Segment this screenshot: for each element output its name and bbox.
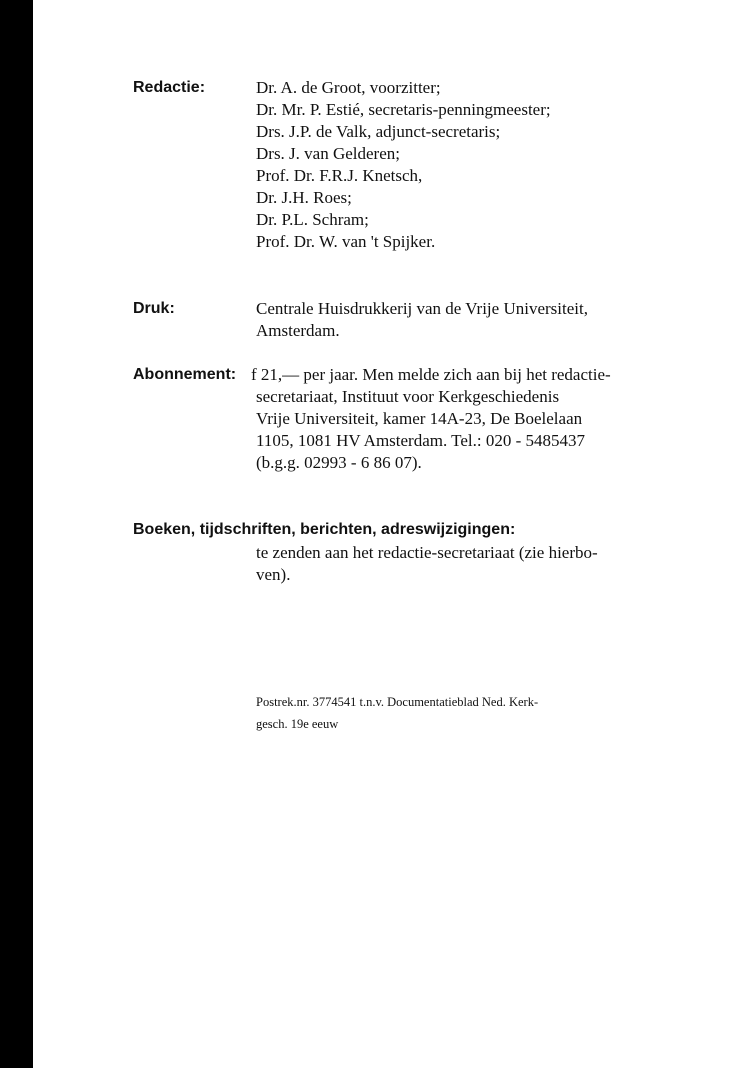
redactie-line: Dr. Mr. P. Estié, secretaris-penningmeester; xyxy=(256,100,551,119)
boeken-line: te zenden aan het redactie-secretariaat (zie hierbo- xyxy=(256,543,598,562)
redactie-line: Drs. J. van Gelderen; xyxy=(256,144,400,163)
abonnement-line: Vrije Universiteit, kamer 14A-23, De Boelelaan xyxy=(256,409,583,428)
postrek-line: gesch. 19e eeuw xyxy=(256,717,339,731)
boeken-label: Boeken, tijdschriften, berichten, adreswijzigingen: xyxy=(133,521,516,538)
redactie-line: Dr. J.H. Roes; xyxy=(256,188,352,207)
abonnement-first xyxy=(251,364,611,386)
postrek-line: Postrek.nr. 3774541 t.n.v. Documentatieblad Ned. Kerk- xyxy=(256,695,539,709)
redactie-list xyxy=(256,77,551,253)
abonnement-line: 1105, 1081 HV Amsterdam. Tel.: 020 - 5485437 xyxy=(256,431,586,450)
druk-line: Centrale Huisdrukkerij van de Vrije Universiteit, xyxy=(256,299,588,318)
redactie-line: Dr. P.L. Schram; xyxy=(256,210,369,229)
druk-line: Amsterdam. xyxy=(256,321,340,340)
redactie-line: Prof. Dr. F.R.J. Knetsch, xyxy=(256,166,423,185)
redactie-label: Redactie: xyxy=(133,79,206,96)
postrek-note xyxy=(256,691,538,735)
redactie-line: Drs. J.P. de Valk, adjunct-secretaris; xyxy=(256,122,501,141)
abonnement-text xyxy=(256,386,585,474)
druk-text xyxy=(256,298,588,342)
boeken-line: ven). xyxy=(256,565,291,584)
redactie-line: Dr. A. de Groot, voorzitter; xyxy=(256,78,441,97)
abonnement-line: secretariaat, Instituut voor Kerkgeschiedenis xyxy=(256,387,560,406)
redactie-line: Prof. Dr. W. van 't Spijker. xyxy=(256,232,436,251)
abonnement-line: (b.g.g. 02993 - 6 86 07). xyxy=(256,453,422,472)
druk-label: Druk: xyxy=(133,300,175,317)
abonnement-line: f 21,— per jaar. Men melde zich aan bij het redactie- xyxy=(251,365,611,384)
boeken-text xyxy=(256,542,598,586)
abonnement-label: Abonnement: xyxy=(133,366,237,383)
